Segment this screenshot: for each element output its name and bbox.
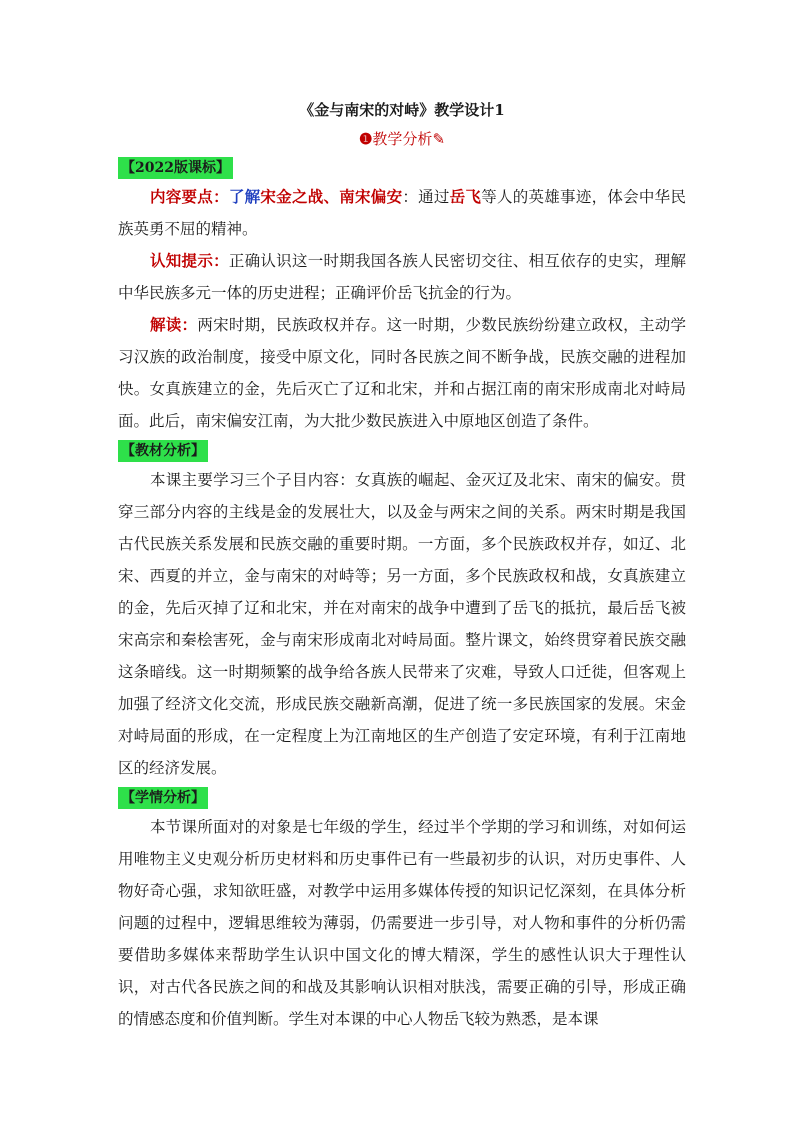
content-points-paragraph bbox=[118, 181, 686, 245]
document-content bbox=[118, 98, 686, 1035]
content-points-text-2: 等人的英雄事迹，体会中华民族英勇不屈的精神。 bbox=[118, 188, 686, 238]
content-points-label: 内容要点： bbox=[150, 187, 229, 206]
student-analysis-paragraph: 本节课所面对的对象是七年级的学生，经过半个学期的学习和训练，对如何运用唯物主义史观分析历史材料和历史事件已有一些最初步的认识，对历史事件、人物好奇心强，求知欲旺盛，对教学中运用多媒体传授的知识记忆深刻，在具体分析问题的过程中，逻辑思维较为薄弱，仍需要进一步引导，对人物和事件的分析仍需要借助多媒体来帮助学生认识中国文化的博大精深，学生的感性认识大于理性认识，对古代各民族之间的和战及其影响认识相对肤浅，需要正确的引导，形成正确的情感态度和价值判断。学生对本课的中心人物岳飞较为熟悉，是本课 bbox=[118, 818, 686, 1028]
textbook-tag: 【教材分析】 bbox=[118, 440, 208, 462]
content-points-verb: 了解 bbox=[228, 187, 261, 206]
content-points-person: 岳飞 bbox=[449, 187, 482, 206]
section-heading bbox=[118, 126, 686, 152]
content-points-text-1: ：通过 bbox=[402, 188, 450, 206]
interpretation-text: 两宋时期，民族政权并存。这一时期，少数民族纷纷建立政权，主动学习汉族的政治制度，接受中原文化，同时各民族之间不断争战，民族交融的进程加快。女真族建立的金，先后灭亡了辽和北宋，并和占据江南的南宋形成南北对峙局面。此后，南宋偏安江南，为大批少数民族进入中原地区创造了条件。 bbox=[118, 316, 686, 430]
interpretation-label: 解读： bbox=[150, 315, 198, 334]
number-badge-icon: ❶ bbox=[358, 130, 373, 148]
cognitive-hint-text: 正确认识这一时期我国各族人民密切交往、相互依存的史实，理解中华民族多元一体的历史进程；正确评价岳飞抗金的行为。 bbox=[118, 252, 686, 302]
standard-tag: 【2022版课标】 bbox=[118, 157, 233, 179]
students-tag: 【学情分析】 bbox=[118, 787, 208, 809]
interpretation-paragraph bbox=[118, 309, 686, 437]
textbook-section bbox=[118, 437, 686, 784]
cognitive-hint-paragraph bbox=[118, 245, 686, 309]
cognitive-hint-label: 认知提示： bbox=[150, 251, 229, 270]
pencil-icon: ✎ bbox=[432, 130, 446, 148]
standard-section bbox=[118, 154, 686, 437]
content-points-topic: 宋金之战、南宋偏安 bbox=[260, 187, 403, 206]
students-section bbox=[118, 784, 686, 1035]
section-heading-text: 教学分析 bbox=[372, 130, 433, 148]
textbook-analysis-paragraph: 本课主要学习三个子目内容：女真族的崛起、金灭辽及北宋、南宋的偏安。贯穿三部分内容的主线是金的发展壮大，以及金与两宋之间的关系。两宋时期是我国古代民族关系发展和民族交融的重要时期。一方面，多个民族政权并存，如辽、北宋、西夏的并立，金与南宋的对峙等；另一方面，多个民族政权和战，女真族建立的金，先后灭掉了辽和北宋，并在对南宋的战争中遭到了岳飞的抵抗，最后岳飞被宋高宗和秦桧害死，金与南宋形成南北对峙局面。整片课文，始终贯穿着民族交融这条暗线。这一时期频繁的战争给各族人民带来了灾难，导致人口迁徙，但客观上加强了经济文化交流，形成民族交融新高潮，促进了统一多民族国家的发展。宋金对峙局面的形成，在一定程度上为江南地区的生产创造了安定环境，有利于江南地区的经济发展。 bbox=[118, 471, 686, 777]
document-title: 《金与南宋的对峙》教学设计1 bbox=[299, 101, 505, 119]
